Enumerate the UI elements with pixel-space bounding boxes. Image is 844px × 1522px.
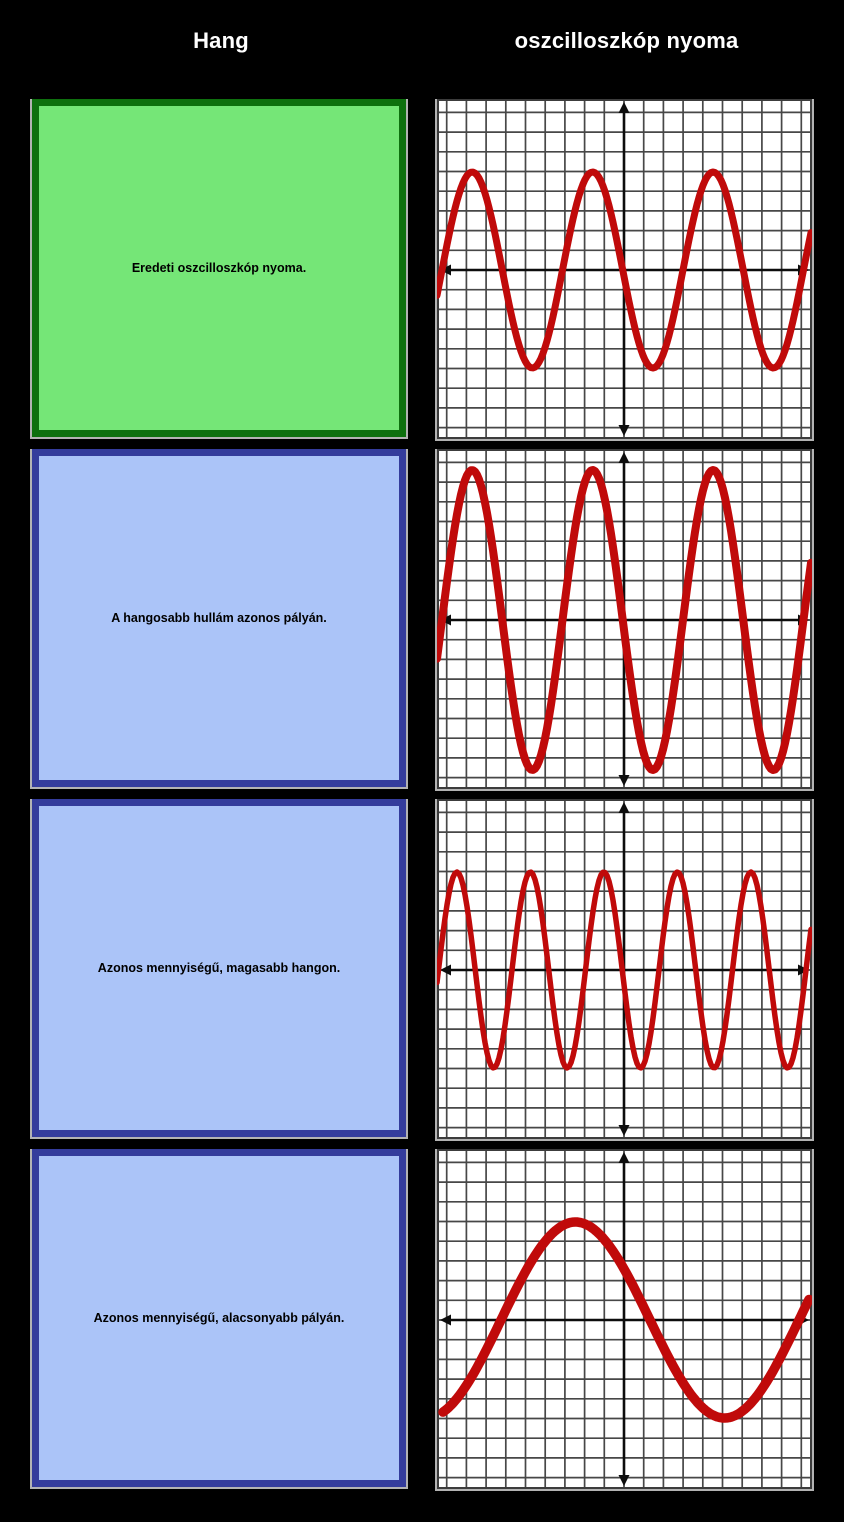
sound-card-label: Azonos mennyiségű, alacsonyabb pályán. (32, 1149, 406, 1487)
oscilloscope-graph (437, 449, 812, 789)
sound-card-original (30, 99, 408, 439)
sound-card-lower-pitch (30, 1149, 408, 1489)
oscilloscope-graph (437, 99, 812, 439)
oscilloscope-cell-original (435, 99, 814, 441)
oscilloscope-graph (437, 1149, 812, 1489)
sound-card-label: Azonos mennyiségű, magasabb hangon. (32, 799, 406, 1137)
oscilloscope-cell-lower-pitch (435, 1149, 814, 1491)
sound-card-label: A hangosabb hullám azonos pályán. (32, 449, 406, 787)
oscilloscope-cell-louder (435, 449, 814, 791)
column-header-sound: Hang (193, 28, 249, 53)
sound-card-higher-pitch (30, 799, 408, 1139)
oscilloscope-graph (437, 799, 812, 1139)
sound-card-louder (30, 449, 408, 789)
column-header-trace: oszcilloszkóp nyoma (514, 28, 739, 53)
oscilloscope-cell-higher-pitch (435, 799, 814, 1141)
sound-card-label: Eredeti oszcilloszkóp nyoma. (32, 99, 406, 437)
